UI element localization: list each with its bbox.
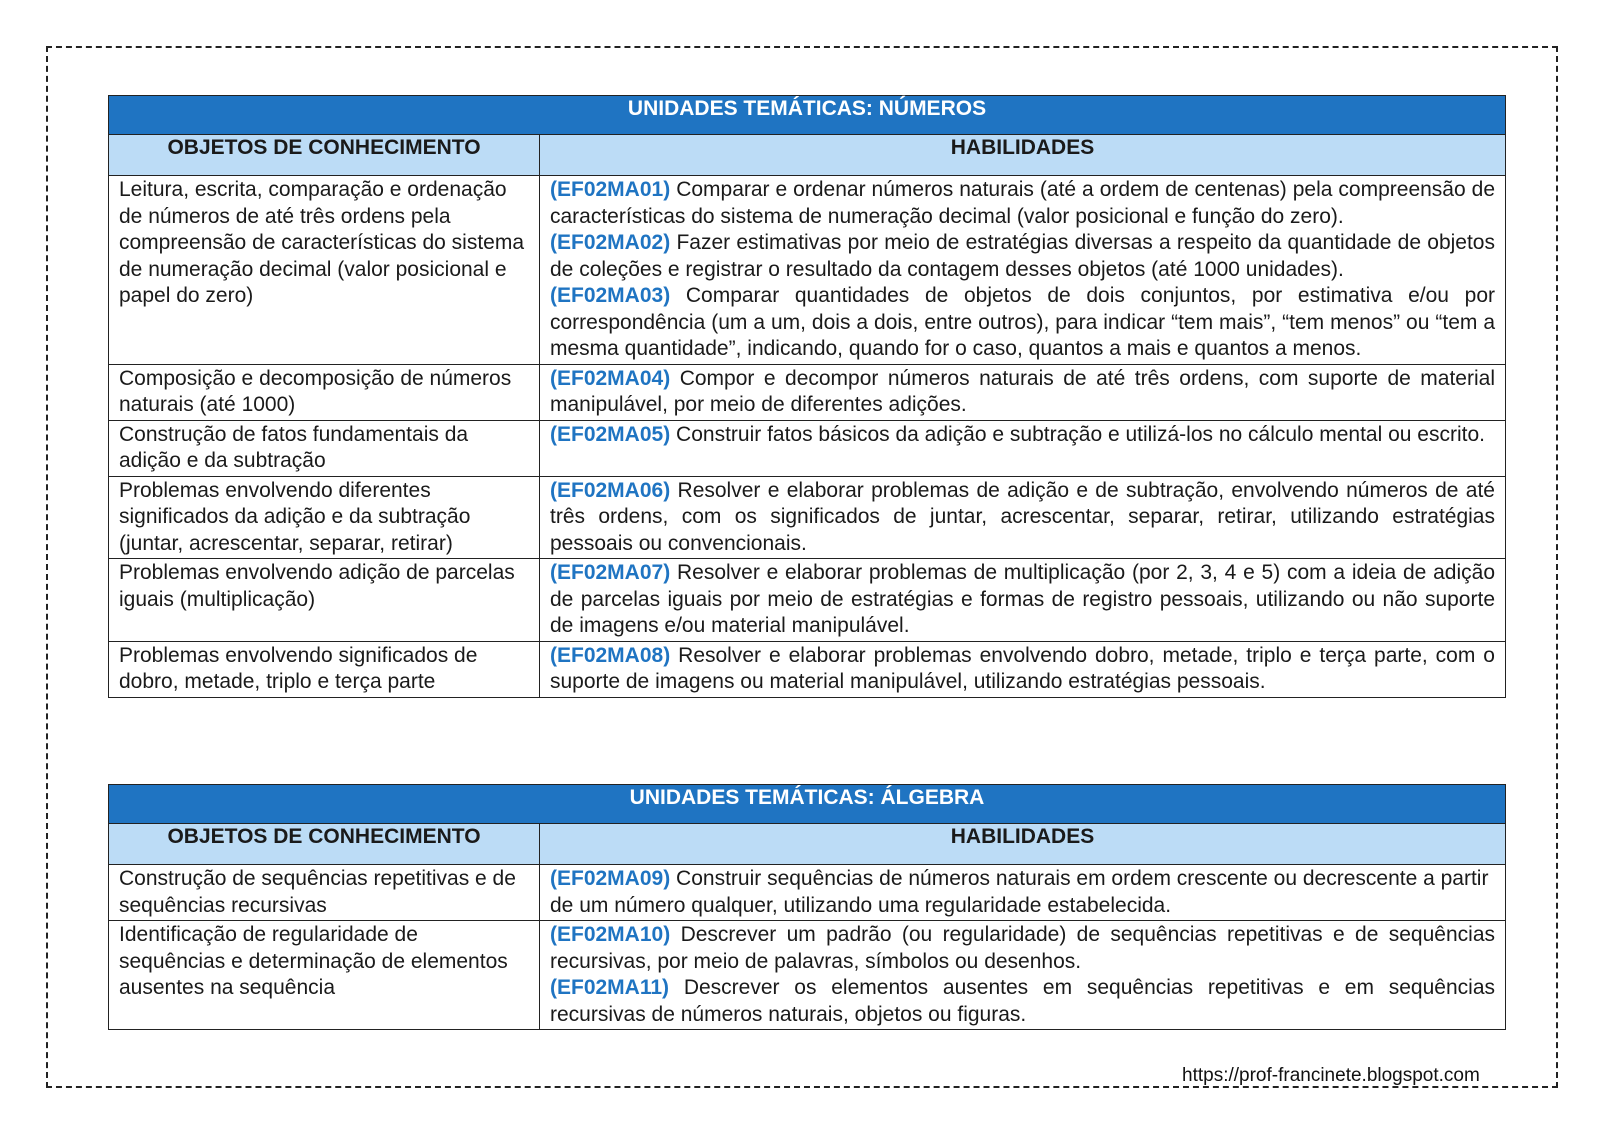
table-title: UNIDADES TEMÁTICAS: ÁLGEBRA xyxy=(109,785,1506,824)
habilidade-text: Construir fatos básicos da adição e subtração e utilizá-los no cálculo mental ou escrito. xyxy=(676,422,1485,446)
habilidades-cell xyxy=(540,476,1506,559)
habilidade-item xyxy=(550,230,1495,283)
objeto-cell: Leitura, escrita, comparação e ordenação de números de até três ordens pela compreensão de características do sistema de numeração decimal (valor posicional e papel do zero) xyxy=(109,176,540,365)
habilidade-item xyxy=(550,283,1495,363)
habilidade-text: Resolver e elaborar problemas envolvendo dobro, metade, triplo e terça parte, com o suporte de imagens ou material manipulável, utilizando estratégias pessoais. xyxy=(550,643,1495,693)
habilidade-code: (EF02MA11) xyxy=(550,976,670,999)
habilidades-cell xyxy=(540,364,1506,420)
objeto-cell: Construção de fatos fundamentais da adição e da subtração xyxy=(109,420,540,476)
habilidade-text: Comparar quantidades de objetos de dois conjuntos, por estimativa e/ou por correspondência (um a um, dois a dois, entre outros), para indicar “tem mais”, “tem menos” ou “tem a mesma quantidade”, indicando, quando for o caso, quantos a mais e quantos a menos. xyxy=(550,284,1495,360)
habilidade-item xyxy=(550,366,1495,419)
habilidade-code: (EF02MA09) xyxy=(550,867,671,890)
table-row xyxy=(109,364,1506,420)
table-row xyxy=(109,559,1506,642)
habilidade-item xyxy=(550,866,1495,919)
column-header-objetos: OBJETOS DE CONHECIMENTO xyxy=(109,135,540,176)
habilidade-text: Comparar e ordenar números naturais (até a ordem de centenas) pela compreensão de características do sistema de numeração decimal (valor posicional e função do zero). xyxy=(550,178,1495,228)
habilidade-code: (EF02MA06) xyxy=(550,478,671,502)
objeto-cell: Construção de sequências repetitivas e de sequências recursivas xyxy=(109,865,540,921)
habilidade-text: Descrever os elementos ausentes em sequências repetitivas e em sequências recursivas de números naturais, objetos ou figuras. xyxy=(550,976,1495,1026)
habilidade-item xyxy=(550,975,1495,1028)
column-header-habilidades: HABILIDADES xyxy=(540,135,1506,176)
habilidade-code: (EF02MA10) xyxy=(550,923,671,946)
habilidade-item xyxy=(550,560,1495,640)
objeto-cell: Problemas envolvendo significados de dobro, metade, triplo e terça parte xyxy=(109,641,540,697)
habilidades-cell xyxy=(540,641,1506,697)
habilidade-code: (EF02MA05) xyxy=(550,422,671,446)
habilidade-code: (EF02MA07) xyxy=(550,561,671,584)
habilidade-code: (EF02MA08) xyxy=(550,643,671,667)
habilidade-code: (EF02MA04) xyxy=(550,366,671,390)
table-row xyxy=(109,641,1506,697)
habilidades-cell xyxy=(540,921,1506,1030)
habilidade-code: (EF02MA01) xyxy=(550,178,671,201)
habilidades-cell xyxy=(540,420,1506,476)
table-row xyxy=(109,476,1506,559)
habilidade-item xyxy=(550,177,1495,230)
habilidades-cell xyxy=(540,176,1506,365)
habilidade-text: Resolver e elaborar problemas de multiplicação (por 2, 3, 4 e 5) com a ideia de adição de parcelas iguais por meio de estratégias e formas de registro pessoais, utilizando ou não suporte de imagens e/ou material manipulável. xyxy=(550,561,1495,637)
habilidades-cell xyxy=(540,865,1506,921)
habilidade-item xyxy=(550,643,1495,696)
habilidades-cell xyxy=(540,559,1506,642)
habilidade-item xyxy=(550,422,1495,449)
table-row xyxy=(109,865,1506,921)
habilidade-text: Compor e decompor números naturais de até três ordens, com suporte de material manipulável, por meio de diferentes adições. xyxy=(550,366,1495,416)
habilidade-code: (EF02MA03) xyxy=(550,284,671,307)
table-row xyxy=(109,921,1506,1030)
table-numeros xyxy=(108,95,1506,698)
habilidade-text: Resolver e elaborar problemas de adição e de subtração, envolvendo números de até três ordens, com os significados de juntar, acrescentar, separar, retirar, utilizando estratégias pessoais ou convencionais. xyxy=(550,478,1495,555)
column-header-habilidades: HABILIDADES xyxy=(540,824,1506,865)
objeto-cell: Problemas envolvendo adição de parcelas iguais (multiplicação) xyxy=(109,559,540,642)
habilidade-text: Construir sequências de números naturais em ordem crescente ou decrescente a partir de um número qualquer, utilizando uma regularidade estabelecida. xyxy=(550,867,1489,917)
table-row xyxy=(109,176,1506,365)
habilidade-text: Fazer estimativas por meio de estratégias diversas a respeito da quantidade de objetos de coleções e registrar o resultado da contagem desses objetos (até 1000 unidades). xyxy=(550,231,1495,281)
objeto-cell: Identificação de regularidade de sequências e determinação de elementos ausentes na sequência xyxy=(109,921,540,1030)
column-header-objetos: OBJETOS DE CONHECIMENTO xyxy=(109,824,540,865)
objeto-cell: Composição e decomposição de números naturais (até 1000) xyxy=(109,364,540,420)
table-title: UNIDADES TEMÁTICAS: NÚMEROS xyxy=(109,96,1506,135)
habilidade-item xyxy=(550,922,1495,975)
source-url: https://prof-francinete.blogspot.com xyxy=(1182,1065,1480,1086)
table-row xyxy=(109,420,1506,476)
habilidade-text: Descrever um padrão (ou regularidade) de sequências repetitivas e de sequências recursivas, por meio de palavras, símbolos ou desenhos. xyxy=(550,923,1495,973)
habilidade-item xyxy=(550,478,1495,558)
habilidade-code: (EF02MA02) xyxy=(550,231,671,254)
table-algebra xyxy=(108,784,1506,1030)
objeto-cell: Problemas envolvendo diferentes significados da adição e da subtração (juntar, acrescentar, separar, retirar) xyxy=(109,476,540,559)
